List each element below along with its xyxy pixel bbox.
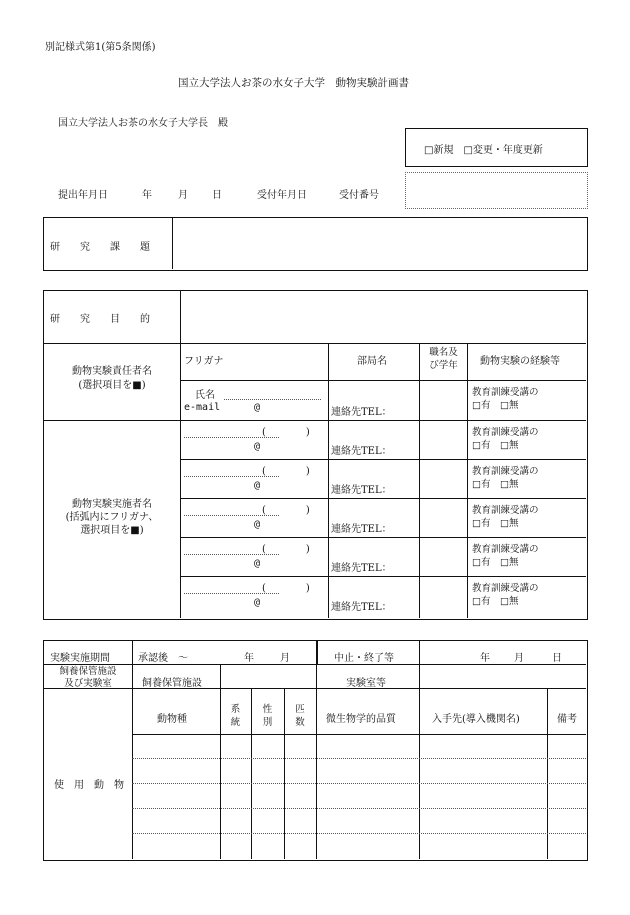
research-purpose-label: 研 究 目 的 xyxy=(50,314,150,325)
form-reference: 別記様式第1(第5条関係) xyxy=(45,42,156,53)
submitted-month: 月 xyxy=(178,190,188,201)
name-label: 氏名 xyxy=(195,390,215,401)
responsible-training-checkbox[interactable]: □有 □無 xyxy=(472,400,519,411)
research-topic-label: 研 究 課 題 xyxy=(50,242,150,253)
responsible-tel-label: 連絡先TEL： xyxy=(331,407,392,418)
training-checkbox[interactable]: □有 □無 xyxy=(472,518,519,529)
research-topic-box xyxy=(43,217,588,271)
period-after-approval: 承認後 ～ xyxy=(138,653,188,664)
stop-end-label: 中止・終了等 xyxy=(334,653,394,664)
training-checkbox[interactable]: □有 □無 xyxy=(472,440,519,451)
position-header: 職名及 び学年 xyxy=(429,347,458,371)
document-title: 国立大学法人お茶の水女子大学 動物実験計画書 xyxy=(178,77,409,89)
stop-end-day: 日 xyxy=(552,653,562,664)
submitted-date-label: 提出年月日 xyxy=(58,190,108,201)
receipt-number-field[interactable] xyxy=(405,172,588,209)
personnel-table: 研 究 目 的 フリガナ 部局名 職名及 び学年 動物実験の経験等 動物実験責任者名 (選択項目を■) 氏名 e-mail @ 連絡先TEL： 教育訓練受講の □有 □無 動物実験実施者名 (括弧内にフリガナ、 選択項目を■) ( ) @ 連絡先TEL： 教育訓練受講の □有 □無 ( ) @ 連絡先TEL： 教育訓練受講の □有 □無 ( ) @ 連絡先TEL： 教育訓練受講の □有 □無 ( ) @ 連絡先TEL： 教育訓練受講の □有 □無 ( ) @ 連絡先TEL： 教育訓練受講の □有 □無 xyxy=(43,290,588,620)
period-month: 月 xyxy=(280,653,290,664)
furigana-header: フリガナ xyxy=(184,356,224,367)
implementer-label: 動物実験実施者名 (括弧内にフリガナ、 選択項目を■) xyxy=(65,499,159,536)
application-type-options[interactable]: □新規 □変更・年度更新 xyxy=(424,145,543,156)
remarks-header: 備考 xyxy=(557,714,577,725)
research-topic-field[interactable] xyxy=(174,219,584,268)
submitted-year: 年 xyxy=(142,190,152,201)
training-checkbox[interactable]: □有 □無 xyxy=(472,557,519,568)
email-at: @ xyxy=(254,402,261,413)
email-label: e-mail xyxy=(184,402,221,413)
species-header: 動物種 xyxy=(157,714,187,725)
application-type-box[interactable] xyxy=(405,128,588,167)
source-header: 入手先(導入機関名) xyxy=(432,714,520,725)
stop-end-year: 年 xyxy=(480,653,490,664)
addressee: 国立大学法人お茶の水女子大学長 殿 xyxy=(58,118,228,129)
training-checkbox[interactable]: □有 □無 xyxy=(472,479,519,490)
period-label: 実験実施期間 xyxy=(50,653,110,664)
training-checkbox[interactable]: □有 □無 xyxy=(472,596,519,607)
animals-label: 使 用 動 物 xyxy=(54,780,124,791)
experience-header: 動物実験の経験等 xyxy=(480,356,560,367)
received-date-label: 受付年月日 xyxy=(257,190,307,201)
responsible-training: 教育訓練受講の □有 □無 xyxy=(472,387,539,411)
department-header: 部局名 xyxy=(357,356,387,367)
count-header: 匹 数 xyxy=(295,704,305,728)
period-year: 年 xyxy=(244,653,254,664)
lab-label: 実験室等 xyxy=(346,678,386,689)
submitted-day: 日 xyxy=(212,190,222,201)
facility-label: 飼養保管施設 及び実験室 xyxy=(59,666,117,689)
receipt-number-label: 受付番号 xyxy=(339,190,379,201)
storage-facility-label: 飼養保管施設 xyxy=(142,678,202,689)
animals-table xyxy=(43,640,588,861)
microbial-quality-header: 微生物学的品質 xyxy=(326,714,396,725)
strain-header: 系 統 xyxy=(230,704,241,728)
responsible-person-label: 動物実験責任者名 (選択項目を■) xyxy=(72,366,152,391)
research-purpose-field[interactable] xyxy=(182,292,582,342)
stop-end-month: 月 xyxy=(514,653,524,664)
sex-header: 性 別 xyxy=(262,704,273,728)
animals-entry-area[interactable] xyxy=(134,736,584,856)
